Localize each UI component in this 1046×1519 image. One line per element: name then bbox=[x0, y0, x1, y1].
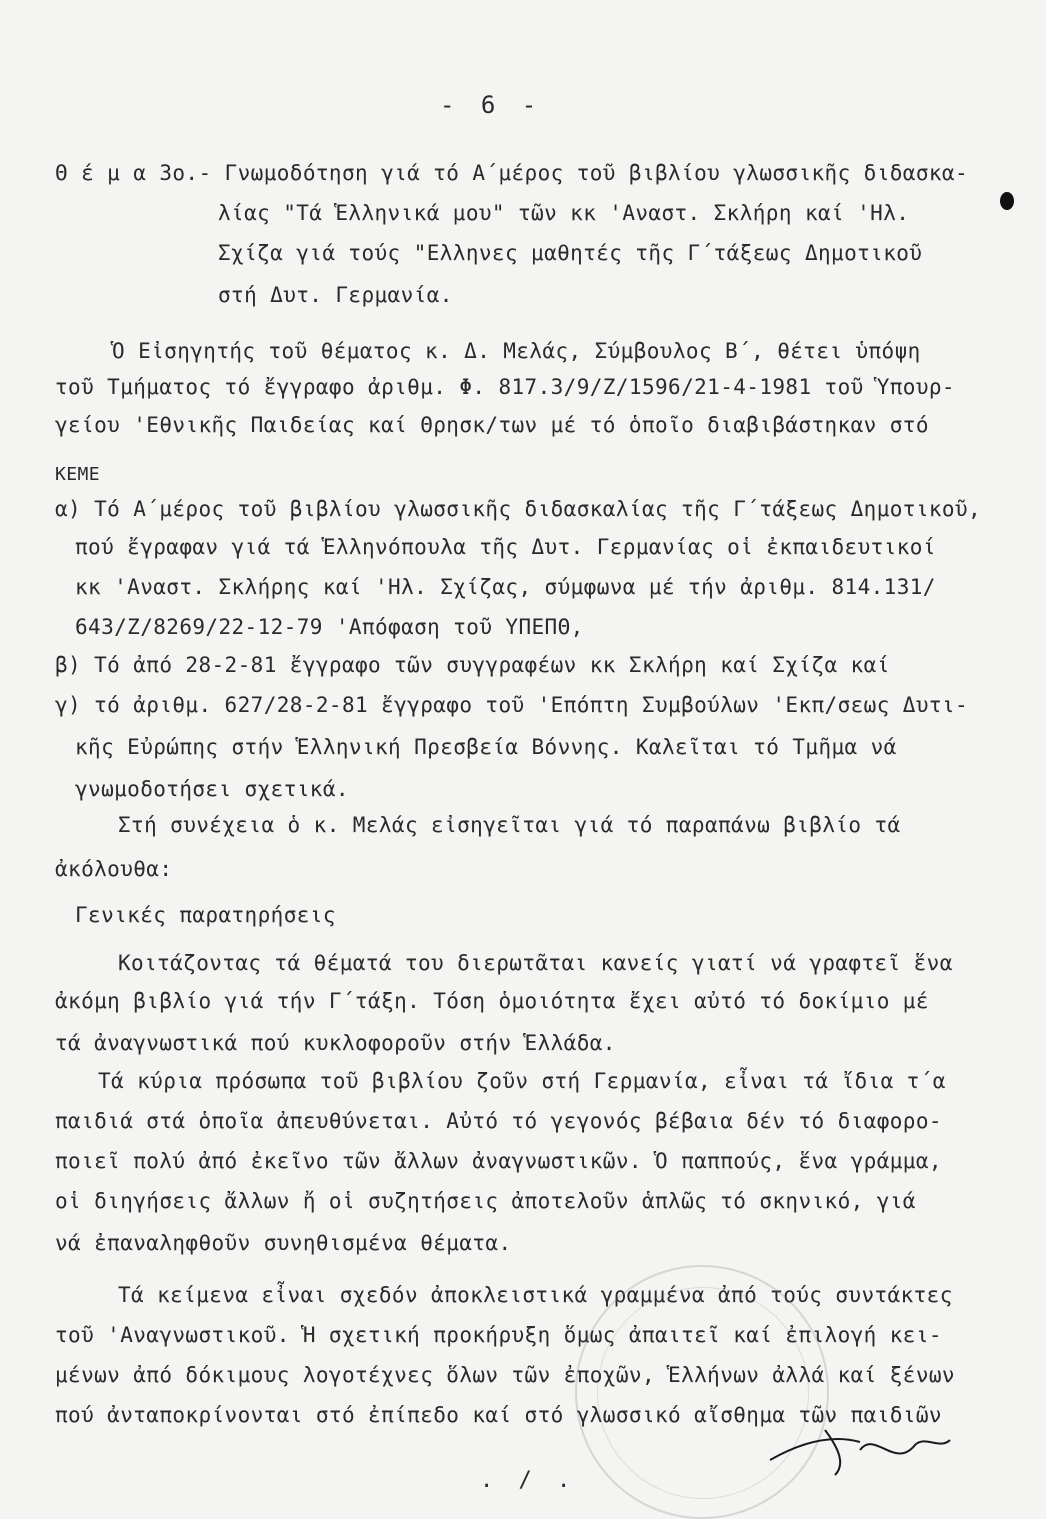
text-line: τοῦ Τμήματος τό ἔγγραφο ἀριθμ. Φ. 817.3/9/Ζ/1596/21-4-1981 τοῦ Ὑπουρ- bbox=[55, 375, 955, 399]
text-line: ἀκόλουθα: bbox=[55, 857, 173, 881]
text-line: γείου 'Εθνικῆς Παιδείας καί Θρησκ/των μέ τό ὁποῖο διαβιβάστηκαν στό bbox=[55, 413, 929, 437]
text-line: α) Τό Α΄μέρος τοῦ βιβλίου γλωσσικῆς διδασκαλίας τῆς Γ΄τάξεως Δημοτικοῦ, bbox=[55, 497, 982, 521]
text-line: ἀκόμη βιβλίο γιά τήν Γ΄τάξη. Τόση ὁμοιότητα ἔχει αὐτό τό δοκίμιο μέ bbox=[55, 989, 929, 1013]
text-line: Τά κείμενα εἶναι σχεδόν ἀποκλειστικά γραμμένα ἀπό τούς συντάκτες bbox=[118, 1283, 953, 1307]
text-line: πού ἔγραφαν γιά τά Ἑλληνόπουλα τῆς Δυτ. Γερμανίας οἱ ἐκπαιδευτικοί bbox=[75, 535, 936, 559]
text-line: Κοιτάζοντας τά θέματά του διερωτᾶται κανείς γιατί νά γραφτεῖ ἕνα bbox=[118, 951, 953, 975]
text-line: κκ 'Αναστ. Σκλήρης καί 'Ηλ. Σχίζας, σύμφωνα μέ τήν ἀριθμ. 814.131/ bbox=[75, 575, 936, 599]
ink-dot bbox=[1000, 192, 1014, 210]
text-line: γνωμοδοτήσει σχετικά. bbox=[75, 777, 349, 801]
text-line: πού ἀνταποκρίνονται στό ἐπίπεδο καί στό γλωσσικό αἴσθημα τῶν παιδιῶν bbox=[55, 1403, 942, 1427]
text-line: τά ἀναγνωστικά πού κυκλοφοροῦν στήν Ἑλλάδα. bbox=[55, 1031, 616, 1055]
text-line: στή Δυτ. Γερμανία. bbox=[218, 283, 453, 307]
text-line: ποιεῖ πολύ ἀπό ἐκεῖνο τῶν ἄλλων ἀναγνωστικῶν. Ὁ παππούς, ἕνα γράμμα, bbox=[55, 1149, 942, 1173]
text-line: μένων ἀπό δόκιμους λογοτέχνες ὅλων τῶν ἐποχῶν, Ἑλλήνων ἀλλά καί ξένων bbox=[55, 1363, 955, 1387]
text-line: Ὁ Εἰσηγητής τοῦ θέματος κ. Δ. Μελάς, Σύμβουλος Β΄, θέτει ὑπόψη bbox=[112, 339, 921, 363]
section-heading: Γενικές παρατηρήσεις bbox=[75, 903, 336, 927]
text-line: λίας "Τά Ἑλληνικά μου" τῶν κκ 'Αναστ. Σκλήρη καί 'Ηλ. bbox=[218, 201, 910, 225]
text-line: Τά κύρια πρόσωπα τοῦ βιβλίου ζοῦν στή Γερμανία, εἶναι τά ἴδια τ΄α bbox=[98, 1069, 946, 1093]
text-line: τοῦ 'Αναγνωστικοῦ. Ἡ σχετική προκήρυξη ὅμως ἀπαιτεῖ καί ἐπιλογή κει- bbox=[55, 1323, 942, 1347]
signature-icon bbox=[765, 1420, 955, 1480]
text-line: ΚΕΜΕ bbox=[55, 464, 100, 485]
text-line: β) Τό ἀπό 28-2-81 ἔγγραφο τῶν συγγραφέων κκ Σκλήρη καί Σχίζα καί bbox=[55, 653, 890, 677]
text-line: γ) τό ἀριθμ. 627/28-2-81 ἔγγραφο τοῦ 'Επόπτη Συμβούλων 'Εκπ/σεως Δυτι- bbox=[55, 693, 969, 717]
text-line: κῆς Εὐρώπης στήν Ἑλληνική Πρεσβεία Βόννης. Καλεῖται τό Τμῆμα νά bbox=[75, 735, 897, 759]
text-line: νά ἐπαναληφθοῦν συνηθισμένα θέματα. bbox=[55, 1231, 512, 1255]
page-number: - 6 - bbox=[440, 91, 543, 119]
text-line: Στή συνέχεια ὁ κ. Μελάς εἰσηγεῖται γιά τό παραπάνω βιβλίο τά bbox=[118, 813, 901, 837]
text-line: 643/Ζ/8269/22-12-79 'Απόφαση τοῦ ΥΠΕΠΘ, bbox=[75, 615, 584, 639]
official-stamp bbox=[575, 1265, 829, 1519]
continuation-mark: . / . bbox=[480, 1468, 577, 1493]
text-line: παιδιά στά ὁποῖα ἀπευθύνεται. Αὐτό τό γεγονός βέβαια δέν τό διαφορο- bbox=[55, 1109, 942, 1133]
text-line: Θ έ μ α 3ο.- Γνωμοδότηση γιά τό Α΄μέρος τοῦ βιβλίου γλωσσικῆς διδασκα- bbox=[55, 161, 969, 185]
text-line: οἱ διηγήσεις ἄλλων ἤ οἱ συζητήσεις ἀποτελοῦν ἁπλῶς τό σκηνικό, γιά bbox=[55, 1189, 916, 1213]
text-line: Σχίζα γιά τούς "Ελληνες μαθητές τῆς Γ΄τάξεως Δημοτικοῦ bbox=[218, 241, 923, 265]
